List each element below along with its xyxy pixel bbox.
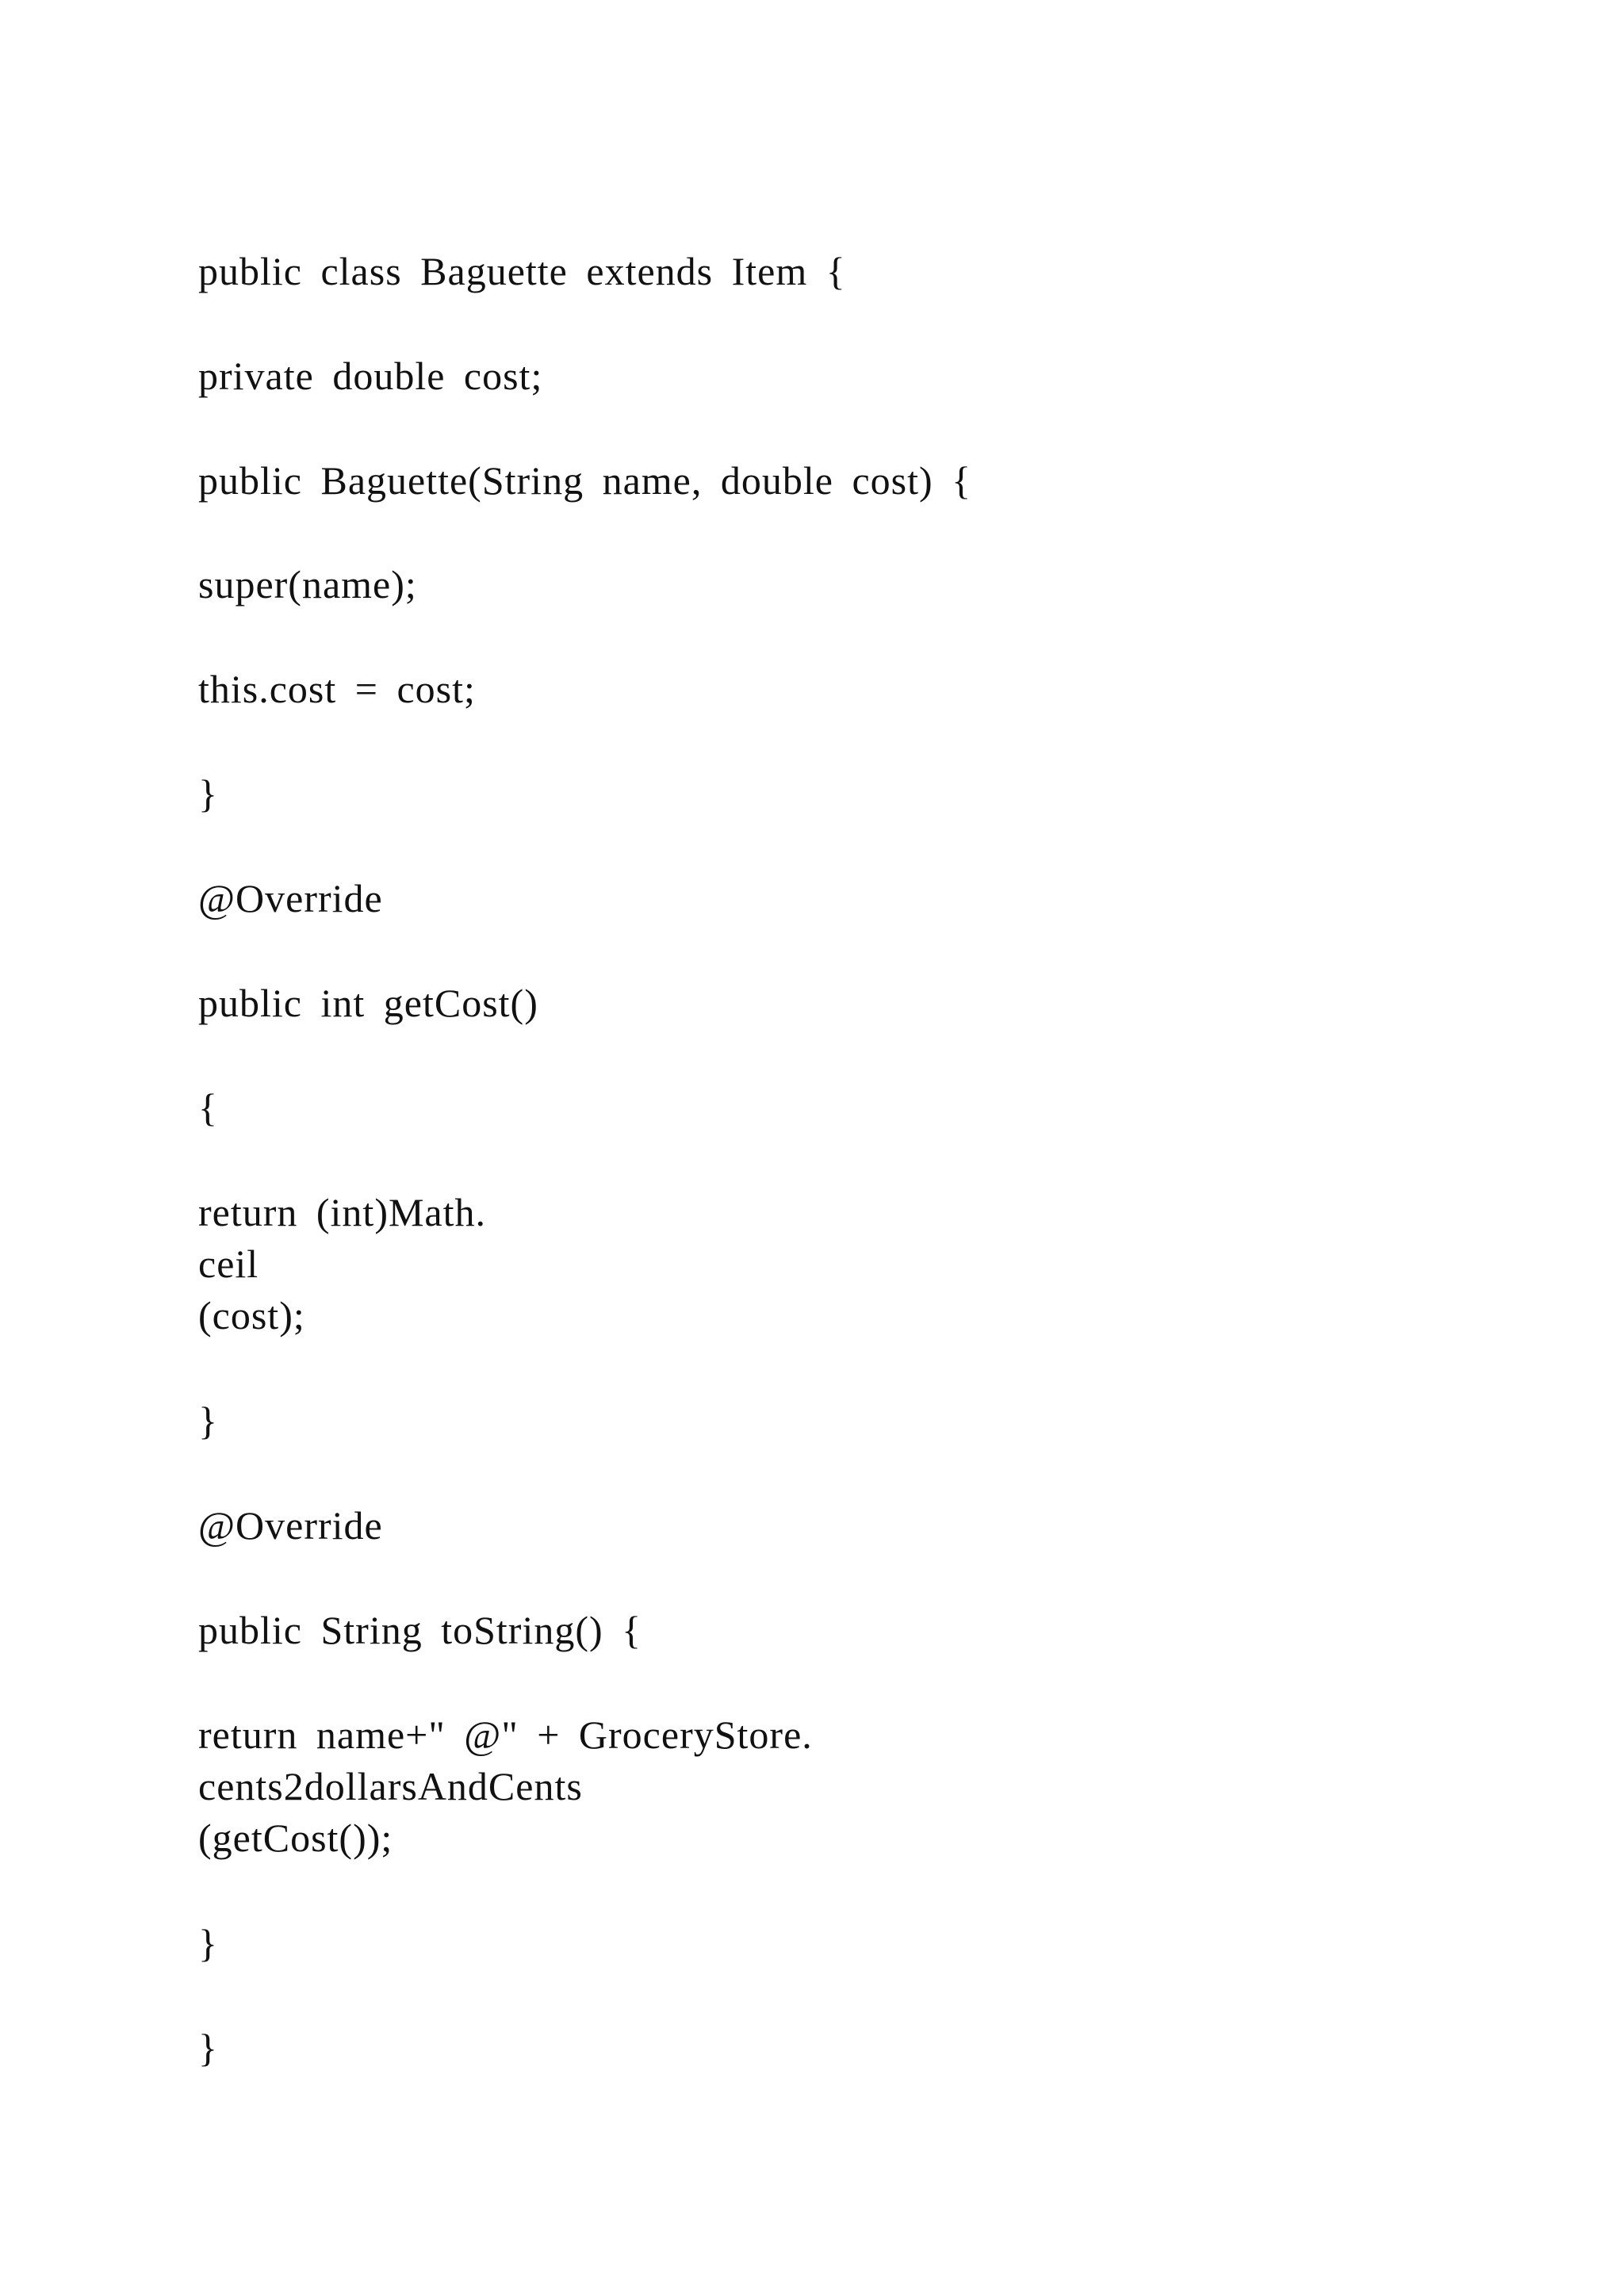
code-line-return-name: return name+" @" + GroceryStore. bbox=[198, 1712, 813, 1757]
code-line-close-brace: } bbox=[198, 1921, 218, 1965]
code-line-assign-cost: this.cost = cost; bbox=[198, 667, 476, 711]
code-line-tostring-signature: public String toString() { bbox=[198, 1608, 642, 1652]
code-line-class-declaration: public class Baguette extends Item { bbox=[198, 249, 846, 293]
code-line-open-brace: { bbox=[198, 1085, 218, 1130]
code-line-override-annotation: @Override bbox=[198, 876, 383, 920]
code-line-constructor: public Baguette(String name, double cost) { bbox=[198, 458, 972, 503]
code-line-getcost-call: (getCost()); bbox=[198, 1816, 393, 1860]
code-line-close-brace: } bbox=[198, 771, 218, 816]
code-line-return-math: return (int)Math. bbox=[198, 1190, 487, 1234]
code-line-getcost-signature: public int getCost() bbox=[198, 981, 538, 1025]
code-line-field-cost: private double cost; bbox=[198, 354, 543, 398]
code-line-super-call: super(name); bbox=[198, 562, 417, 607]
code-line-class-close-brace: } bbox=[198, 2026, 218, 2070]
code-line-cents-method: cents2dollarsAndCents bbox=[198, 1764, 583, 1808]
code-line-override-annotation: @Override bbox=[198, 1503, 383, 1548]
code-line-cost-arg: (cost); bbox=[198, 1293, 305, 1337]
code-line-ceil: ceil bbox=[198, 1242, 259, 1286]
code-line-close-brace: } bbox=[198, 1399, 218, 1443]
